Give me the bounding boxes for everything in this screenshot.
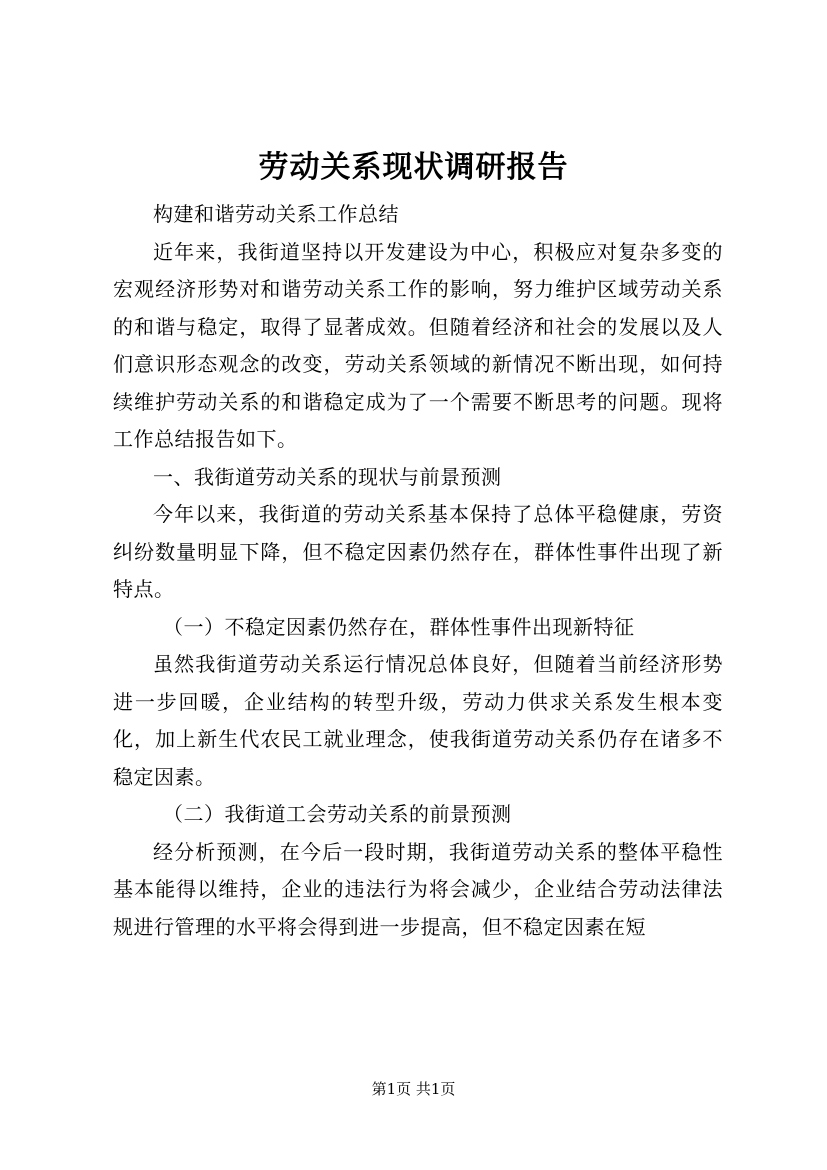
body-paragraph: 今年以来，我街道的劳动关系基本保持了总体平稳健康，劳资纠纷数量明显下降，但不稳定因素仍然存在，群体性事件出现了新特点。 bbox=[113, 502, 723, 601]
page-title: 劳动关系现状调研报告 bbox=[258, 150, 569, 185]
subtitle-paragraph: 构建和谐劳动关系工作总结 bbox=[153, 202, 399, 226]
section-heading: 一、我街道劳动关系的现状与前景预测 bbox=[153, 464, 502, 489]
body-paragraph: 近年来，我街道坚持以开发建设为中心，积极应对复杂多变的宏观经济形势对和谐劳动关系工作的影响，努力维护区域劳动关系的和谐与稳定，取得了显著成效。但随着经济和社会的发展以及人们意识形态观念的改变，劳动关系领域的新情况不断出现，如何持续维护劳动关系的和谐稳定成为了一个需要不断思考的问题。现将工作总结报告如下。 bbox=[113, 239, 723, 451]
page-footer: 第1页 共1页 bbox=[371, 1080, 456, 1098]
body-paragraph: 经分析预测，在今后一段时期，我街道劳动关系的整体平稳性基本能得以维持，企业的违法行为将会减少，企业结合劳动法律法规进行管理的水平将会得到进一步提高，但不稳定因素在短 bbox=[113, 839, 723, 939]
subsection-heading: （二）我街道工会劳动关系的前景预测 bbox=[163, 802, 512, 826]
body-paragraph: 虽然我街道劳动关系运行情况总体良好，但随着当前经济形势进一步回暖，企业结构的转型升级，劳动力供求关系发生根本变化，加上新生代农民工就业理念，使我街道劳动关系仍存在诸多不稳定因素。 bbox=[113, 652, 723, 789]
subsection-heading: （一）不稳定因素仍然存在，群体性事件出现新特征 bbox=[163, 614, 635, 639]
document-body bbox=[113, 196, 723, 946]
